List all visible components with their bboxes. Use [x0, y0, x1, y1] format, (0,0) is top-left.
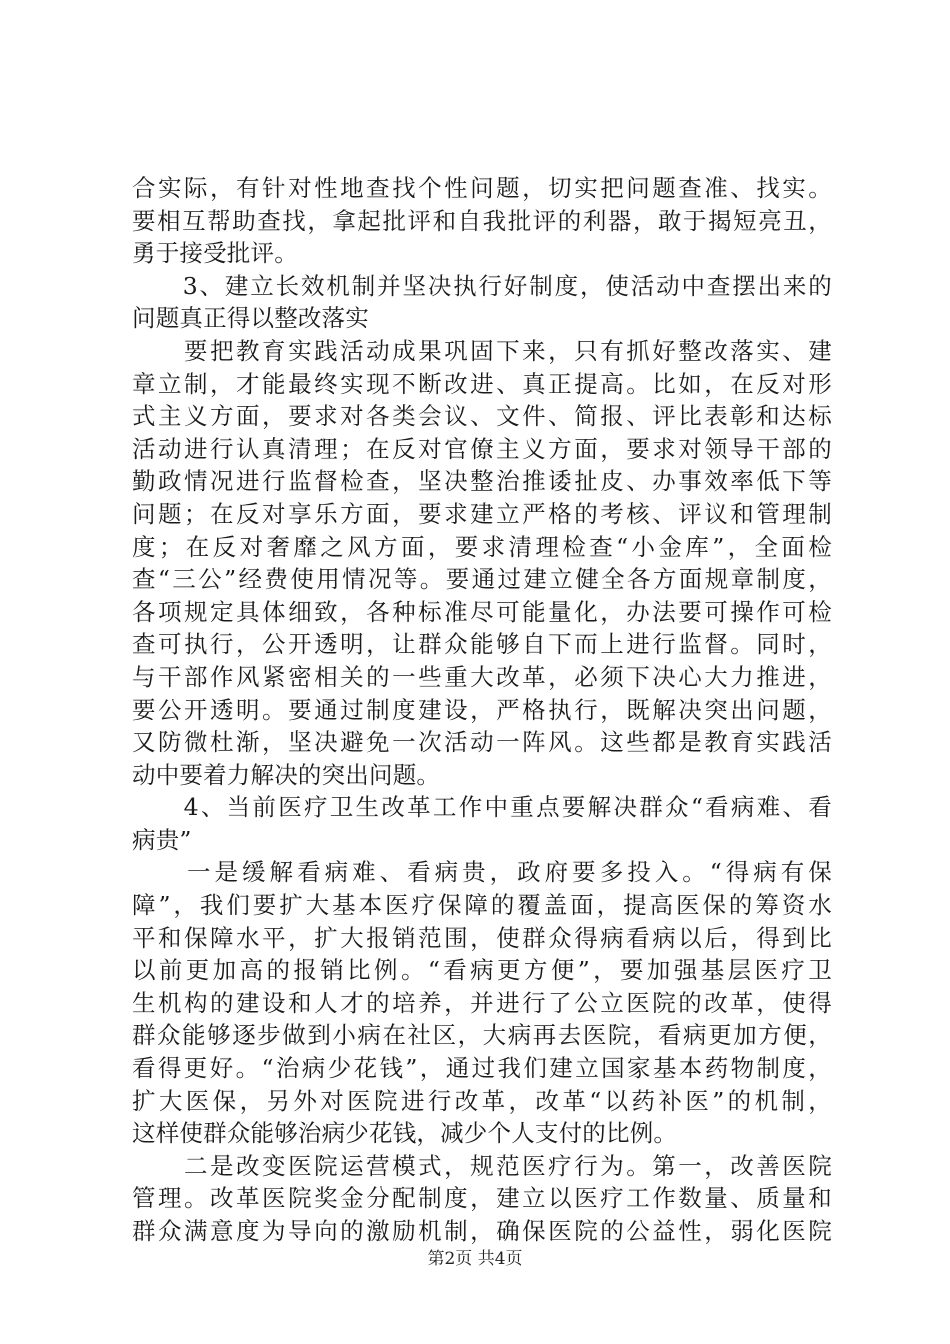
text-line: 式主义方面，要求对各类会议、文件、简报、评比表彰和达标	[132, 402, 832, 431]
text-line: 与干部作风紧密相关的一些重大改革，必须下决心大力推进，	[132, 662, 832, 691]
text-line: 平和保障水平，扩大报销范围，使群众得病看病以后，得到比	[132, 923, 832, 952]
page-footer: 第2页 共4页	[427, 1249, 523, 1269]
text-line: 扩大医保，另外对医院进行改革，改革“以药补医”的机制，	[132, 1086, 832, 1115]
text-line: 群众满意度为导向的激励机制，确保医院的公益性，弱化医院	[132, 1217, 832, 1245]
text-line: 各项规定具体细致，各种标准尽可能量化，办法要可操作可检	[132, 597, 832, 626]
text-line: 二是改变医院运营模式，规范医疗行为。第一，改善医院	[132, 1151, 832, 1180]
text-line: 勇于接受批评。	[132, 239, 298, 268]
text-line: 看得更好。“治病少花钱”，通过我们建立国家基本药物制度，	[132, 1054, 832, 1083]
text-line: 问题；在反对享乐方面，要求建立严格的考核、评议和管理制	[132, 499, 832, 528]
text-line: 群众能够逐步做到小病在社区，大病再去医院，看病更加方便，	[132, 1021, 832, 1050]
text-line: 一是缓解看病难、看病贵，政府要多投入。“得病有保	[132, 858, 832, 887]
section-heading-line: 病贵”	[132, 825, 192, 854]
text-line: 生机构的建设和人才的培养，并进行了公立医院的改革，使得	[132, 988, 832, 1017]
text-line: 管理。改革医院奖金分配制度，建立以医疗工作数量、质量和	[132, 1184, 832, 1213]
text-line: 又防微杜渐，坚决避免一次活动一阵风。这些都是教育实践活	[132, 728, 832, 757]
text-line: 章立制，才能最终实现不断改进、真正提高。比如，在反对形	[132, 369, 832, 398]
text-line: 要把教育实践活动成果巩固下来，只有抓好整改落实、建	[132, 336, 832, 365]
text-line: 这样使群众能够治病少花钱，减少个人支付的比例。	[132, 1119, 678, 1148]
section-heading-line: 问题真正得以整改落实	[132, 304, 369, 333]
text-line: 度；在反对奢靡之风方面，要求清理检查“小金库”，全面检	[132, 532, 832, 561]
text-line: 查可执行，公开透明，让群众能够自下而上进行监督。同时，	[132, 630, 832, 659]
text-line: 动中要着力解决的突出问题。	[132, 760, 441, 789]
text-line: 活动进行认真清理；在反对官僚主义方面，要求对领导干部的	[132, 434, 832, 463]
text-line: 要相互帮助查找，拿起批评和自我批评的利器，敢于揭短亮丑，	[132, 206, 832, 235]
text-line: 以前更加高的报销比例。“看病更方便”，要加强基层医疗卫	[132, 956, 832, 985]
section-heading-line: 3、建立长效机制并坚决执行好制度，使活动中查摆出来的	[132, 271, 832, 300]
document-body	[132, 172, 832, 1248]
text-line: 查“三公”经费使用情况等。要通过建立健全各方面规章制度，	[132, 565, 832, 594]
section-heading-line: 4、当前医疗卫生改革工作中重点要解决群众“看病难、看	[132, 793, 832, 822]
text-line: 要公开透明。要通过制度建设，严格执行，既解决突出问题，	[132, 695, 832, 724]
text-line: 合实际，有针对性地查找个性问题，切实把问题查准、找实。	[132, 174, 832, 202]
text-line: 障”，我们要扩大基本医疗保障的覆盖面，提高医保的筹资水	[132, 891, 832, 920]
text-line: 勤政情况进行监督检查，坚决整治推诿扯皮、办事效率低下等	[132, 467, 832, 496]
